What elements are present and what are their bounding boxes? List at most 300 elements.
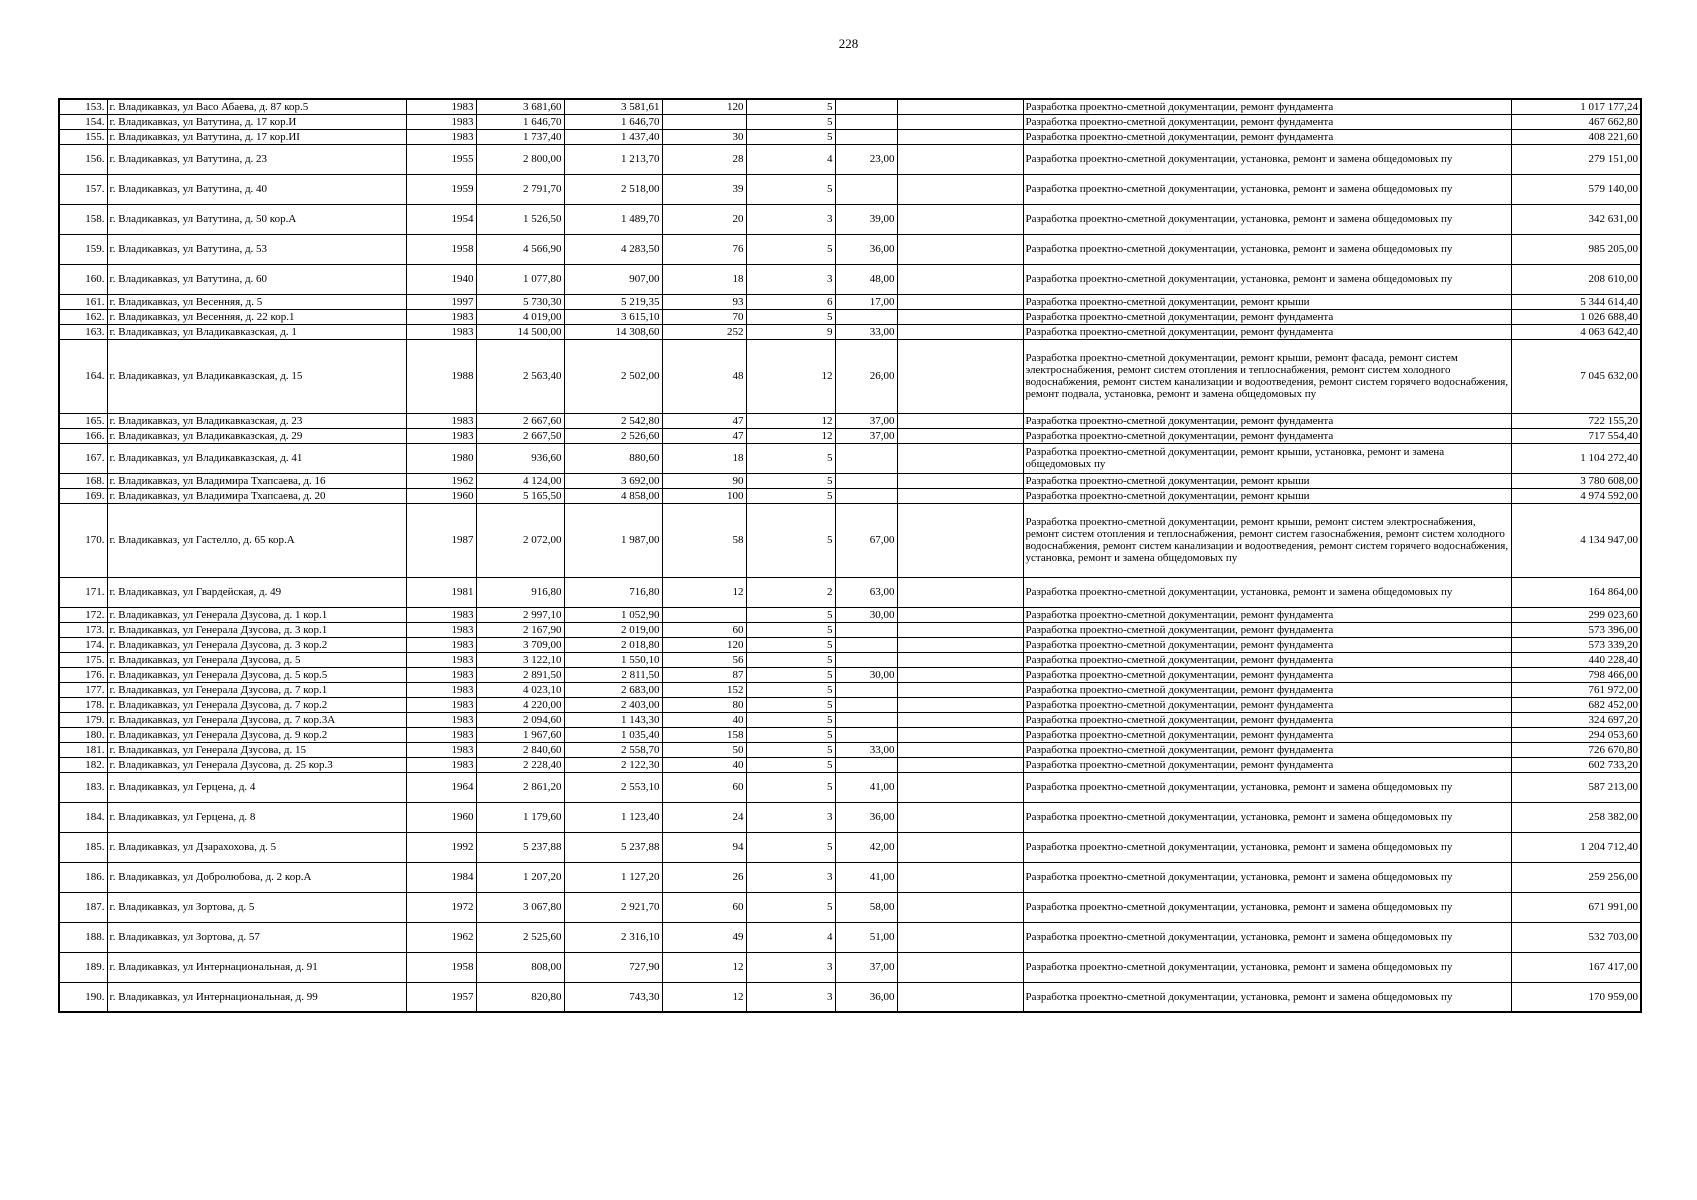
floors-cell: 3	[746, 204, 835, 234]
address-cell: г. Владикавказ, ул Генерала Дзусова, д. 1 кор.1	[107, 607, 406, 622]
year-cell: 1983	[406, 428, 476, 443]
year-cell: 1988	[406, 339, 476, 413]
address-cell: г. Владикавказ, ул Генерала Дзусова, д. 3 кор.2	[107, 637, 406, 652]
table-row	[59, 862, 1641, 892]
residents-cell: 60	[662, 892, 746, 922]
blank-cell	[897, 99, 1023, 114]
table-row	[59, 174, 1641, 204]
works-cell: Разработка проектно-сметной документации, ремонт крыши, ремонт систем электроснабжения, ремонт систем отопления и теплоснабжения, ремонт систем газоснабжения, ремонт систем холодного водоснабжения, ремонт систем канализации и водоотведения, ремонт систем горячего водоснабжения, установка, ремонт и замена общедомовых пу	[1023, 503, 1511, 577]
residential-area-cell: 2 526,60	[564, 428, 662, 443]
residential-area-cell: 727,90	[564, 952, 662, 982]
address-cell: г. Владикавказ, ул Генерала Дзусова, д. 7 кор.2	[107, 697, 406, 712]
works-cell: Разработка проектно-сметной документации, установка, ремонт и замена общедомовых пу	[1023, 144, 1511, 174]
table-row	[59, 294, 1641, 309]
table-row	[59, 727, 1641, 742]
residents-cell: 60	[662, 622, 746, 637]
floors-cell: 5	[746, 697, 835, 712]
residents-cell: 50	[662, 742, 746, 757]
residential-area-cell: 2 019,00	[564, 622, 662, 637]
blank-cell	[897, 129, 1023, 144]
residential-area-cell: 2 403,00	[564, 697, 662, 712]
floors-cell: 5	[746, 99, 835, 114]
row-number: 180.	[59, 727, 107, 742]
wear-cell: 17,00	[835, 294, 897, 309]
total-area-cell: 4 019,00	[476, 309, 564, 324]
blank-cell	[897, 622, 1023, 637]
floors-cell: 3	[746, 862, 835, 892]
year-cell: 1983	[406, 413, 476, 428]
year-cell: 1984	[406, 862, 476, 892]
address-cell: г. Владикавказ, ул Герцена, д. 4	[107, 772, 406, 802]
address-cell: г. Владикавказ, ул Васо Абаева, д. 87 кор.5	[107, 99, 406, 114]
residential-area-cell: 2 921,70	[564, 892, 662, 922]
total-area-cell: 1 526,50	[476, 204, 564, 234]
total-area-cell: 916,80	[476, 577, 564, 607]
wear-cell	[835, 174, 897, 204]
address-cell: г. Владикавказ, ул Генерала Дзусова, д. 9 кор.2	[107, 727, 406, 742]
wear-cell: 26,00	[835, 339, 897, 413]
residents-cell: 24	[662, 802, 746, 832]
wear-cell	[835, 727, 897, 742]
cost-cell: 299 023,60	[1511, 607, 1641, 622]
residential-area-cell: 2 542,80	[564, 413, 662, 428]
floors-cell: 5	[746, 309, 835, 324]
residential-area-cell: 1 035,40	[564, 727, 662, 742]
cost-cell: 342 631,00	[1511, 204, 1641, 234]
address-cell: г. Владикавказ, ул Генерала Дзусова, д. 5	[107, 652, 406, 667]
table-row	[59, 982, 1641, 1012]
table-row	[59, 712, 1641, 727]
row-number: 190.	[59, 982, 107, 1012]
cost-cell: 259 256,00	[1511, 862, 1641, 892]
address-cell: г. Владикавказ, ул Ватутина, д. 17 кор.ИI	[107, 129, 406, 144]
table-row	[59, 413, 1641, 428]
residential-area-cell: 3 615,10	[564, 309, 662, 324]
row-number: 168.	[59, 473, 107, 488]
total-area-cell: 2 791,70	[476, 174, 564, 204]
blank-cell	[897, 727, 1023, 742]
blank-cell	[897, 742, 1023, 757]
floors-cell: 12	[746, 339, 835, 413]
residents-cell: 60	[662, 772, 746, 802]
floors-cell: 3	[746, 802, 835, 832]
blank-cell	[897, 607, 1023, 622]
residential-area-cell: 1 489,70	[564, 204, 662, 234]
row-number: 179.	[59, 712, 107, 727]
address-cell: г. Владикавказ, ул Владикавказская, д. 29	[107, 428, 406, 443]
table-row	[59, 339, 1641, 413]
residential-area-cell: 3 581,61	[564, 99, 662, 114]
blank-cell	[897, 309, 1023, 324]
residential-area-cell: 2 811,50	[564, 667, 662, 682]
works-cell: Разработка проектно-сметной документации, установка, ремонт и замена общедомовых пу	[1023, 952, 1511, 982]
year-cell: 1983	[406, 697, 476, 712]
wear-cell	[835, 697, 897, 712]
row-number: 165.	[59, 413, 107, 428]
row-number: 161.	[59, 294, 107, 309]
row-number: 183.	[59, 772, 107, 802]
residential-area-cell: 1 987,00	[564, 503, 662, 577]
address-cell: г. Владикавказ, ул Зортова, д. 57	[107, 922, 406, 952]
residents-cell: 70	[662, 309, 746, 324]
residents-cell: 28	[662, 144, 746, 174]
blank-cell	[897, 922, 1023, 952]
total-area-cell: 3 067,80	[476, 892, 564, 922]
table-row	[59, 757, 1641, 772]
blank-cell	[897, 144, 1023, 174]
total-area-cell: 4 023,10	[476, 682, 564, 697]
residents-cell: 48	[662, 339, 746, 413]
total-area-cell: 14 500,00	[476, 324, 564, 339]
year-cell: 1959	[406, 174, 476, 204]
floors-cell: 5	[746, 607, 835, 622]
address-cell: г. Владикавказ, ул Генерала Дзусова, д. 15	[107, 742, 406, 757]
residents-cell: 87	[662, 667, 746, 682]
floors-cell: 5	[746, 488, 835, 503]
works-cell: Разработка проектно-сметной документации, ремонт фундамента	[1023, 428, 1511, 443]
residents-cell: 152	[662, 682, 746, 697]
cost-cell: 682 452,00	[1511, 697, 1641, 712]
table-row	[59, 488, 1641, 503]
works-cell: Разработка проектно-сметной документации, установка, ремонт и замена общедомовых пу	[1023, 234, 1511, 264]
address-cell: г. Владикавказ, ул Дзарахохова, д. 5	[107, 832, 406, 862]
residents-cell: 39	[662, 174, 746, 204]
blank-cell	[897, 428, 1023, 443]
total-area-cell: 1 179,60	[476, 802, 564, 832]
address-cell: г. Владикавказ, ул Генерала Дзусова, д. 3 кор.1	[107, 622, 406, 637]
total-area-cell: 936,60	[476, 443, 564, 473]
total-area-cell: 1 737,40	[476, 129, 564, 144]
wear-cell: 33,00	[835, 324, 897, 339]
wear-cell	[835, 309, 897, 324]
total-area-cell: 1 207,20	[476, 862, 564, 892]
residential-area-cell: 1 550,10	[564, 652, 662, 667]
works-cell: Разработка проектно-сметной документации, ремонт фундамента	[1023, 652, 1511, 667]
residents-cell: 26	[662, 862, 746, 892]
cost-cell: 985 205,00	[1511, 234, 1641, 264]
residential-area-cell: 4 283,50	[564, 234, 662, 264]
blank-cell	[897, 234, 1023, 264]
works-cell: Разработка проектно-сметной документации, ремонт фундамента	[1023, 413, 1511, 428]
total-area-cell: 1 646,70	[476, 114, 564, 129]
address-cell: г. Владикавказ, ул Владимира Тхапсаева, д. 20	[107, 488, 406, 503]
wear-cell	[835, 114, 897, 129]
floors-cell: 5	[746, 174, 835, 204]
table-row	[59, 622, 1641, 637]
cost-cell: 1 204 712,40	[1511, 832, 1641, 862]
floors-cell: 5	[746, 129, 835, 144]
row-number: 175.	[59, 652, 107, 667]
works-cell: Разработка проектно-сметной документации, установка, ремонт и замена общедомовых пу	[1023, 802, 1511, 832]
works-cell: Разработка проектно-сметной документации, установка, ремонт и замена общедомовых пу	[1023, 892, 1511, 922]
table-row	[59, 443, 1641, 473]
works-cell: Разработка проектно-сметной документации, ремонт фундамента	[1023, 637, 1511, 652]
table-row	[59, 577, 1641, 607]
wear-cell: 36,00	[835, 234, 897, 264]
total-area-cell: 2 800,00	[476, 144, 564, 174]
blank-cell	[897, 114, 1023, 129]
year-cell: 1962	[406, 922, 476, 952]
floors-cell: 5	[746, 652, 835, 667]
table-row	[59, 892, 1641, 922]
cost-cell: 722 155,20	[1511, 413, 1641, 428]
table-row	[59, 637, 1641, 652]
year-cell: 1964	[406, 772, 476, 802]
year-cell: 1983	[406, 637, 476, 652]
blank-cell	[897, 712, 1023, 727]
total-area-cell: 2 228,40	[476, 757, 564, 772]
row-number: 156.	[59, 144, 107, 174]
residents-cell: 252	[662, 324, 746, 339]
residents-cell: 30	[662, 129, 746, 144]
total-area-cell: 2 861,20	[476, 772, 564, 802]
table-row	[59, 607, 1641, 622]
floors-cell: 5	[746, 832, 835, 862]
year-cell: 1954	[406, 204, 476, 234]
blank-cell	[897, 339, 1023, 413]
year-cell: 1983	[406, 129, 476, 144]
table-row	[59, 129, 1641, 144]
year-cell: 1983	[406, 757, 476, 772]
residential-area-cell: 2 558,70	[564, 742, 662, 757]
wear-cell: 33,00	[835, 742, 897, 757]
row-number: 188.	[59, 922, 107, 952]
row-number: 173.	[59, 622, 107, 637]
table-row	[59, 922, 1641, 952]
blank-cell	[897, 682, 1023, 697]
works-cell: Разработка проектно-сметной документации, установка, ремонт и замена общедомовых пу	[1023, 832, 1511, 862]
blank-cell	[897, 772, 1023, 802]
residents-cell: 80	[662, 697, 746, 712]
residential-area-cell: 1 127,20	[564, 862, 662, 892]
total-area-cell: 1 077,80	[476, 264, 564, 294]
address-cell: г. Владикавказ, ул Гастелло, д. 65 кор.А	[107, 503, 406, 577]
table-row	[59, 144, 1641, 174]
cost-cell: 7 045 632,00	[1511, 339, 1641, 413]
cost-cell: 1 026 688,40	[1511, 309, 1641, 324]
wear-cell: 36,00	[835, 982, 897, 1012]
residential-area-cell: 2 553,10	[564, 772, 662, 802]
works-cell: Разработка проектно-сметной документации, ремонт фундамента	[1023, 727, 1511, 742]
floors-cell: 5	[746, 772, 835, 802]
floors-cell: 5	[746, 892, 835, 922]
works-cell: Разработка проектно-сметной документации, ремонт фундамента	[1023, 114, 1511, 129]
residents-cell: 158	[662, 727, 746, 742]
wear-cell: 48,00	[835, 264, 897, 294]
floors-cell: 5	[746, 234, 835, 264]
total-area-cell: 3 122,10	[476, 652, 564, 667]
wear-cell: 51,00	[835, 922, 897, 952]
total-area-cell: 1 967,60	[476, 727, 564, 742]
works-cell: Разработка проектно-сметной документации, ремонт фундамента	[1023, 129, 1511, 144]
row-number: 170.	[59, 503, 107, 577]
address-cell: г. Владикавказ, ул Весенняя, д. 22 кор.1	[107, 309, 406, 324]
row-number: 184.	[59, 802, 107, 832]
table-row	[59, 204, 1641, 234]
total-area-cell: 4 124,00	[476, 473, 564, 488]
floors-cell: 5	[746, 114, 835, 129]
blank-cell	[897, 637, 1023, 652]
works-cell: Разработка проектно-сметной документации, ремонт крыши	[1023, 488, 1511, 503]
address-cell: г. Владикавказ, ул Ватутина, д. 17 кор.И	[107, 114, 406, 129]
total-area-cell: 2 667,60	[476, 413, 564, 428]
floors-cell: 5	[746, 757, 835, 772]
year-cell: 1983	[406, 324, 476, 339]
table-row	[59, 802, 1641, 832]
year-cell: 1983	[406, 607, 476, 622]
cost-cell: 671 991,00	[1511, 892, 1641, 922]
blank-cell	[897, 443, 1023, 473]
floors-cell: 5	[746, 473, 835, 488]
address-cell: г. Владикавказ, ул Ватутина, д. 50 кор.А	[107, 204, 406, 234]
wear-cell: 41,00	[835, 862, 897, 892]
table-row	[59, 682, 1641, 697]
wear-cell	[835, 757, 897, 772]
year-cell: 1983	[406, 742, 476, 757]
floors-cell: 5	[746, 712, 835, 727]
floors-cell: 12	[746, 413, 835, 428]
cost-cell: 602 733,20	[1511, 757, 1641, 772]
total-area-cell: 2 167,90	[476, 622, 564, 637]
residents-cell: 12	[662, 952, 746, 982]
blank-cell	[897, 488, 1023, 503]
residential-area-cell: 1 646,70	[564, 114, 662, 129]
blank-cell	[897, 952, 1023, 982]
wear-cell: 67,00	[835, 503, 897, 577]
total-area-cell: 3 709,00	[476, 637, 564, 652]
cost-cell: 4 134 947,00	[1511, 503, 1641, 577]
cost-cell: 467 662,80	[1511, 114, 1641, 129]
residents-cell: 40	[662, 712, 746, 727]
row-number: 185.	[59, 832, 107, 862]
total-area-cell: 5 237,88	[476, 832, 564, 862]
works-cell: Разработка проектно-сметной документации, ремонт крыши	[1023, 294, 1511, 309]
residents-cell: 100	[662, 488, 746, 503]
row-number: 171.	[59, 577, 107, 607]
year-cell: 1983	[406, 667, 476, 682]
residential-area-cell: 2 683,00	[564, 682, 662, 697]
table-row	[59, 652, 1641, 667]
blank-cell	[897, 324, 1023, 339]
cost-cell: 532 703,00	[1511, 922, 1641, 952]
total-area-cell: 3 681,60	[476, 99, 564, 114]
wear-cell	[835, 129, 897, 144]
works-cell: Разработка проектно-сметной документации, установка, ремонт и замена общедомовых пу	[1023, 862, 1511, 892]
total-area-cell: 5 165,50	[476, 488, 564, 503]
year-cell: 1997	[406, 294, 476, 309]
works-cell: Разработка проектно-сметной документации, установка, ремонт и замена общедомовых пу	[1023, 922, 1511, 952]
works-cell: Разработка проектно-сметной документации, установка, ремонт и замена общедомовых пу	[1023, 577, 1511, 607]
blank-cell	[897, 652, 1023, 667]
residential-area-cell: 4 858,00	[564, 488, 662, 503]
address-cell: г. Владикавказ, ул Владикавказская, д. 23	[107, 413, 406, 428]
wear-cell: 30,00	[835, 667, 897, 682]
address-cell: г. Владикавказ, ул Весенняя, д. 5	[107, 294, 406, 309]
year-cell: 1983	[406, 114, 476, 129]
residential-area-cell: 2 018,80	[564, 637, 662, 652]
cost-cell: 258 382,00	[1511, 802, 1641, 832]
row-number: 186.	[59, 862, 107, 892]
year-cell: 1960	[406, 802, 476, 832]
address-cell: г. Владикавказ, ул Владикавказская, д. 41	[107, 443, 406, 473]
address-cell: г. Владикавказ, ул Ватутина, д. 23	[107, 144, 406, 174]
wear-cell	[835, 682, 897, 697]
year-cell: 1983	[406, 309, 476, 324]
total-area-cell: 2 072,00	[476, 503, 564, 577]
table-row	[59, 832, 1641, 862]
blank-cell	[897, 832, 1023, 862]
residents-cell: 120	[662, 99, 746, 114]
row-number: 157.	[59, 174, 107, 204]
table-row	[59, 473, 1641, 488]
residents-cell: 40	[662, 757, 746, 772]
address-cell: г. Владикавказ, ул Ватутина, д. 53	[107, 234, 406, 264]
year-cell: 1983	[406, 622, 476, 637]
table-row	[59, 99, 1641, 114]
floors-cell: 9	[746, 324, 835, 339]
cost-cell: 279 151,00	[1511, 144, 1641, 174]
wear-cell: 30,00	[835, 607, 897, 622]
total-area-cell: 2 525,60	[476, 922, 564, 952]
year-cell: 1983	[406, 712, 476, 727]
floors-cell: 5	[746, 503, 835, 577]
row-number: 164.	[59, 339, 107, 413]
wear-cell	[835, 622, 897, 637]
table-row	[59, 324, 1641, 339]
total-area-cell: 5 730,30	[476, 294, 564, 309]
row-number: 181.	[59, 742, 107, 757]
blank-cell	[897, 667, 1023, 682]
blank-cell	[897, 577, 1023, 607]
table-body	[59, 99, 1641, 1012]
residential-area-cell: 1 052,90	[564, 607, 662, 622]
cost-cell: 408 221,60	[1511, 129, 1641, 144]
blank-cell	[897, 264, 1023, 294]
blank-cell	[897, 204, 1023, 234]
residential-area-cell: 3 692,00	[564, 473, 662, 488]
wear-cell: 23,00	[835, 144, 897, 174]
works-cell: Разработка проектно-сметной документации, ремонт крыши, установка, ремонт и замена общедомовых пу	[1023, 443, 1511, 473]
row-number: 155.	[59, 129, 107, 144]
works-cell: Разработка проектно-сметной документации, ремонт фундамента	[1023, 742, 1511, 757]
floors-cell: 12	[746, 428, 835, 443]
residential-area-cell: 2 502,00	[564, 339, 662, 413]
row-number: 167.	[59, 443, 107, 473]
residents-cell: 18	[662, 443, 746, 473]
wear-cell: 58,00	[835, 892, 897, 922]
works-cell: Разработка проектно-сметной документации, установка, ремонт и замена общедомовых пу	[1023, 264, 1511, 294]
residential-area-cell: 743,30	[564, 982, 662, 1012]
housing-register-table	[58, 98, 1642, 1013]
residents-cell: 12	[662, 577, 746, 607]
cost-cell: 208 610,00	[1511, 264, 1641, 294]
residential-area-cell: 880,60	[564, 443, 662, 473]
residential-area-cell: 2 316,10	[564, 922, 662, 952]
wear-cell	[835, 652, 897, 667]
cost-cell: 294 053,60	[1511, 727, 1641, 742]
table-row	[59, 114, 1641, 129]
cost-cell: 1 017 177,24	[1511, 99, 1641, 114]
wear-cell: 37,00	[835, 952, 897, 982]
floors-cell: 5	[746, 682, 835, 697]
floors-cell: 5	[746, 727, 835, 742]
row-number: 172.	[59, 607, 107, 622]
cost-cell: 164 864,00	[1511, 577, 1641, 607]
address-cell: г. Владикавказ, ул Владикавказская, д. 15	[107, 339, 406, 413]
residential-area-cell: 2 122,30	[564, 757, 662, 772]
total-area-cell: 820,80	[476, 982, 564, 1012]
works-cell: Разработка проектно-сметной документации, установка, ремонт и замена общедомовых пу	[1023, 204, 1511, 234]
